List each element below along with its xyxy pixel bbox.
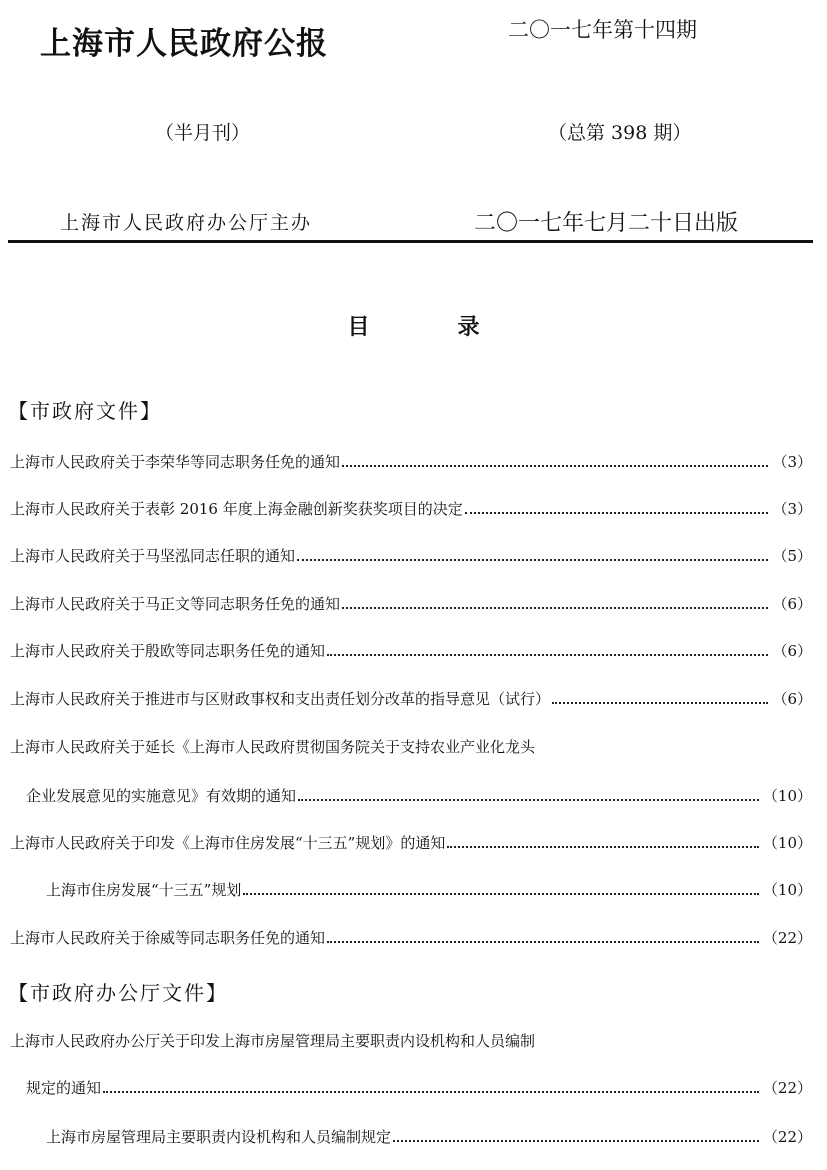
issue-number: 二〇一七年第十四期 (508, 18, 697, 42)
toc-entry[interactable] (10, 640, 812, 662)
toc-entry-page: （6） (772, 642, 812, 660)
section-heading-general-office: 【市政府办公厅文件】 (8, 981, 228, 1005)
header-rule (8, 240, 813, 243)
host-organization: 上海市人民政府办公厅主办 (60, 212, 313, 234)
toc-entry-title: 上海市人民政府办公厅关于印发上海市房屋管理局主要职责内设机构和人员编制 (10, 1032, 536, 1050)
toc-entry-title: 上海市人民政府关于推进市与区财政事权和支出责任划分改革的指导意见（试行） (10, 690, 551, 708)
toc-entry[interactable] (10, 736, 812, 758)
toc-entry-title: 上海市人民政府关于马正文等同志职务任免的通知 (10, 595, 341, 613)
toc-entry-page: （22） (762, 1079, 812, 1097)
toc-title-char: 录 (457, 314, 480, 340)
dot-leader (342, 465, 768, 467)
toc-entry-page: （5） (772, 547, 812, 565)
toc-entry-title: 上海市人民政府关于徐威等同志职务任免的通知 (10, 929, 326, 947)
section-heading-city-government: 【市政府文件】 (8, 399, 162, 423)
total-issue-number: （总第 398 期） (548, 122, 692, 144)
publication-frequency: （半月刊） (155, 122, 251, 144)
toc-entry-page: （10） (762, 881, 812, 899)
toc-entry[interactable] (46, 1126, 812, 1148)
dot-leader (447, 846, 759, 848)
dot-leader (393, 1140, 759, 1142)
toc-title (0, 310, 827, 341)
toc-entry-page: （6） (772, 690, 812, 708)
publish-date: 二〇一七年七月二十日出版 (474, 211, 739, 236)
toc-entry[interactable] (46, 879, 812, 901)
dot-leader (327, 941, 759, 943)
gazette-title: 上海市人民政府公报 (40, 26, 328, 62)
dot-leader (243, 893, 759, 895)
toc-entry[interactable] (10, 593, 812, 615)
toc-title-char: 目 (347, 314, 370, 340)
toc-entry-title: 上海市人民政府关于马坚泓同志任职的通知 (10, 547, 296, 565)
toc-entry-title: 上海市人民政府关于殷欧等同志职务任免的通知 (10, 642, 326, 660)
dot-leader (298, 799, 759, 801)
toc-entry[interactable] (10, 927, 812, 949)
toc-entry[interactable] (10, 688, 812, 710)
toc-entry-title: 上海市人民政府关于印发《上海市住房发展“十三五”规划》的通知 (10, 834, 446, 852)
toc-entry-page: （6） (772, 595, 812, 613)
toc-entry-title: 上海市房屋管理局主要职责内设机构和人员编制规定 (46, 1128, 392, 1146)
toc-entry[interactable] (10, 545, 812, 567)
toc-entry-title: 规定的通知 (26, 1079, 102, 1097)
toc-entry-page: （3） (772, 453, 812, 471)
dot-leader (327, 654, 768, 656)
toc-entry-title: 企业发展意见的实施意见》有效期的通知 (26, 787, 297, 805)
toc-entry-title: 上海市人民政府关于表彰 2016 年度上海金融创新奖获奖项目的决定 (10, 500, 463, 518)
toc-entry[interactable] (10, 832, 812, 854)
dot-leader (297, 559, 768, 561)
dot-leader (465, 512, 769, 514)
toc-entry-title: 上海市人民政府关于延长《上海市人民政府贯彻国务院关于支持农业产业化龙头 (10, 738, 536, 756)
toc-entry-page: （3） (772, 500, 812, 518)
dot-leader (103, 1091, 759, 1093)
toc-entry-title: 上海市人民政府关于李荣华等同志职务任免的通知 (10, 453, 341, 471)
dot-leader (552, 702, 768, 704)
toc-entry-title: 上海市住房发展“十三五”规划 (46, 881, 242, 899)
dot-leader (342, 607, 768, 609)
toc-entry[interactable] (26, 1077, 812, 1099)
toc-entry[interactable] (10, 451, 812, 473)
toc-entry[interactable] (26, 785, 812, 807)
toc-entry[interactable] (10, 1030, 812, 1052)
toc-entry-page: （22） (762, 929, 812, 947)
toc-entry-page: （10） (762, 834, 812, 852)
toc-entry-page: （22） (762, 1128, 812, 1146)
toc-entry[interactable] (10, 498, 812, 520)
toc-entry-page: （10） (762, 787, 812, 805)
